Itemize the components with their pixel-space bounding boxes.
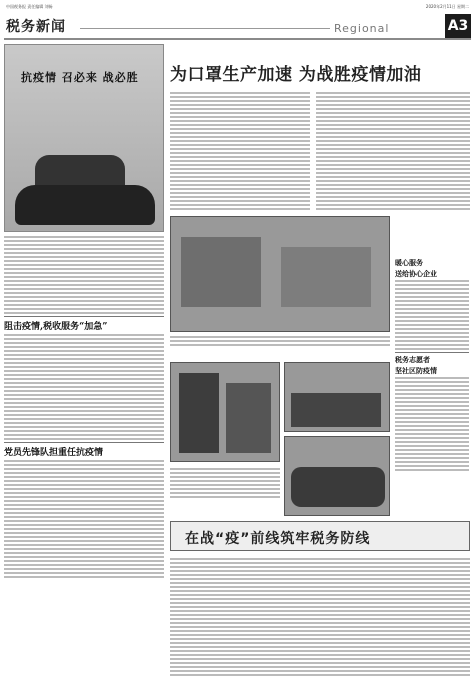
section-title: 税务新闻 [6,19,66,35]
right-item1-sub: 送给协心企业 [395,269,437,278]
right-column [395,256,469,473]
left-divider-1 [4,316,164,317]
poster-image [4,44,164,232]
left-article-1 [4,236,164,314]
poster-car-front [15,185,155,225]
masthead [4,14,471,40]
left-article-2 [4,334,164,440]
tax-officer-photo-2 [284,362,390,432]
factory-photo [170,216,390,332]
main-headline: 为口罩生产加速 为战胜疫情加油 [170,65,422,85]
left-column [4,44,164,580]
top-info-bar [6,2,469,12]
right-item1-text [395,280,469,350]
left-article-3 [4,460,164,578]
bottom-banner [170,521,470,551]
main-article-text-1 [170,90,310,212]
factory-photo-caption [170,334,390,348]
top-left-info: 中国税务报 责任编辑 刘畅 [6,4,53,9]
left-bottom-title: 党员先锋队担重任抗疫情 [4,448,104,458]
page-code: A3 [445,14,471,38]
right-item2-text [395,377,469,471]
right-item2-title: 税务志愿者 [395,355,430,364]
regional-label: Regional [334,22,390,35]
right-item2-sub: 坚社区防疫情 [395,366,437,375]
poster-title: 抗疫情 召必来 战必胜 [21,71,139,84]
left-divider-2 [4,442,164,443]
bottom-banner-title: 在战“疫”前线筑牢税务防线 [185,531,371,547]
right-divider [395,352,469,353]
left-mid-title: 阻击疫情,税收服务“加急” [4,322,108,332]
bottom-article-text [170,556,470,678]
vehicle-photo [284,436,390,516]
tax-officer-photo-1 [170,362,280,462]
top-right-info: 2020年2月11日 星期二 [425,4,469,9]
main-article-text-2 [316,90,470,212]
photo-captions [170,466,280,500]
regional-divider [80,28,330,29]
right-item1-title: 暖心服务 [395,258,423,267]
